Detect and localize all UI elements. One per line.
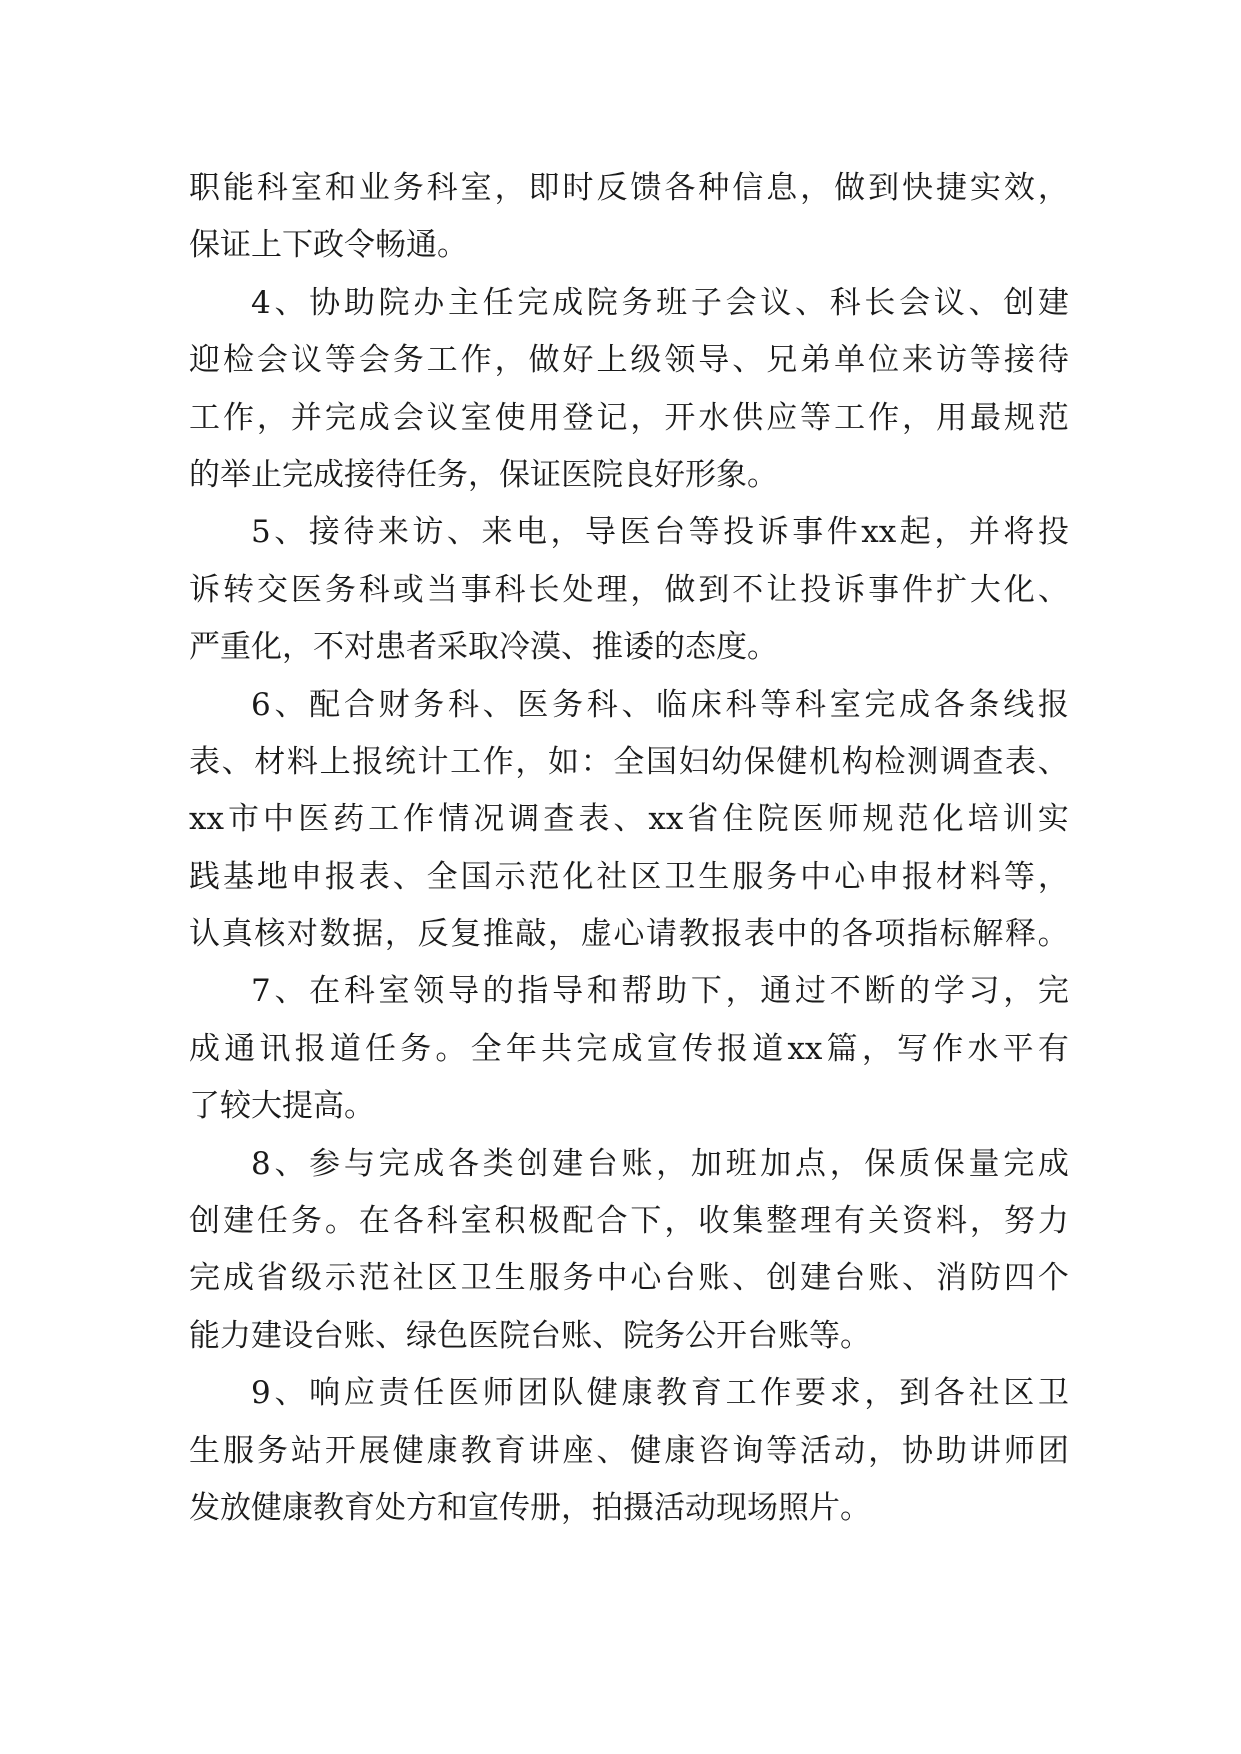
text-line: 的举止完成接待任务，保证医院良好形象。 — [189, 456, 778, 493]
text-line: 9 、 响 应 责 任 医 师 团 队 健 康 教 育 工 作 要 求 ， 到 各 社 区 卫 — [251, 1375, 1069, 1412]
text-line: 4 、 协 助 院 办 主 任 完 成 院 务 班 子 会 议 、 科 长 会 议 、 创 建 — [251, 284, 1069, 321]
text-line: 创 建 任 务 。 在 各 科 室 积 极 配 合 下 ， 收 集 整 理 有 关 资 料 ， 努 力 — [189, 1203, 1069, 1240]
text-line: 认 真 核 对 数 据 ， 反 复 推 敲 ， 虚 心 请 教 报 表 中 的 各 项 指 标 解 释 。 — [189, 916, 1069, 953]
text-line: 8 、 参 与 完 成 各 类 创 建 台 账 ， 加 班 加 点 ， 保 质 保 量 完 成 — [251, 1145, 1069, 1182]
text-line: 了较大提高。 — [189, 1088, 375, 1125]
text-line: 工 作 ， 并 完 成 会 议 室 使 用 登 记 ， 开 水 供 应 等 工 作 ， 用 最 规 范 — [189, 399, 1069, 436]
text-line: 严重化，不对患者采取冷漠、推诿的态度。 — [189, 629, 778, 666]
text-line: 诉 转 交 医 务 科 或 当 事 科 长 处 理 ， 做 到 不 让 投 诉 事 件 扩 大 化 、 — [189, 571, 1069, 608]
text-line: 6 、 配 合 财 务 科 、 医 务 科 、 临 床 科 等 科 室 完 成 各 条 线 报 — [251, 686, 1069, 723]
text-line: 成 通 讯 报 道 任 务 。 全 年 共 完 成 宣 传 报 道 xx 篇 ， 写 作 水 平 有 — [189, 1030, 1069, 1067]
text-line: 完 成 省 级 示 范 社 区 卫 生 服 务 中 心 台 账 、 创 建 台 账 、 消 防 四 个 — [189, 1260, 1069, 1297]
document-body — [189, 160, 1069, 1537]
text-line: 职 能 科 室 和 业 务 科 室 ， 即 时 反 馈 各 种 信 息 ， 做 到 快 捷 实 效 ， — [189, 170, 1069, 206]
text-line: 能力建设台账、绿色医院台账、院务公开台账等。 — [189, 1317, 871, 1354]
text-line: 生 服 务 站 开 展 健 康 教 育 讲 座 、 健 康 咨 询 等 活 动 ， 协 助 讲 师 团 — [189, 1432, 1069, 1469]
text-line: 5 、 接 待 来 访 、 来 电 ， 导 医 台 等 投 诉 事 件 xx 起 ， 并 将 投 — [251, 514, 1069, 551]
text-line: 7 、 在 科 室 领 导 的 指 导 和 帮 助 下 ， 通 过 不 断 的 学 习 ， 完 — [251, 973, 1069, 1010]
text-line: xx 市 中 医 药 工 作 情 况 调 查 表 、 xx 省 住 院 医 师 规 范 化 培 训 实 — [189, 801, 1069, 838]
text-line: 发放健康教育处方和宣传册，拍摄活动现场照片。 — [189, 1489, 871, 1526]
text-line: 表 、 材 料 上 报 统 计 工 作 ， 如 ： 全 国 妇 幼 保 健 机 构 检 测 调 查 表 、 — [189, 743, 1069, 780]
text-line: 践 基 地 申 报 表 、 全 国 示 范 化 社 区 卫 生 服 务 中 心 申 报 材 料 等 ， — [189, 858, 1069, 895]
text-line: 迎 检 会 议 等 会 务 工 作 ， 做 好 上 级 领 导 、 兄 弟 单 位 来 访 等 接 待 — [189, 342, 1069, 379]
text-line: 保证上下政令畅通。 — [189, 227, 468, 264]
